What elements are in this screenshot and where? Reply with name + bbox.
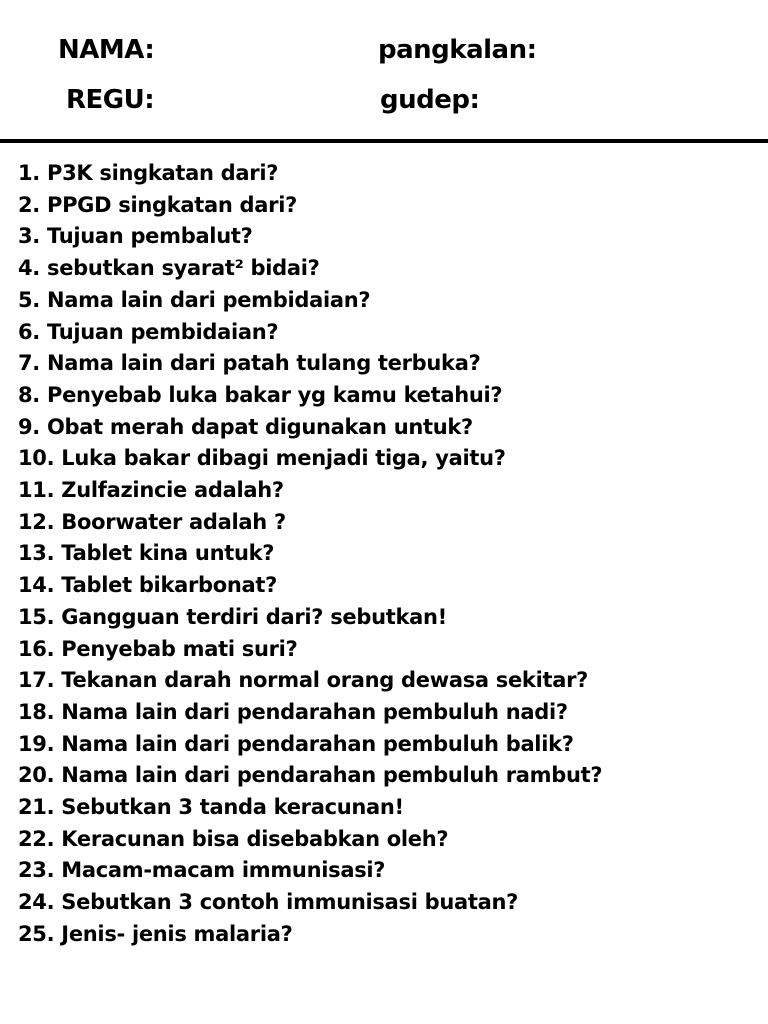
question-item: 14. Tablet bikarbonat? bbox=[18, 573, 278, 598]
question-item: 1. P3K singkatan dari? bbox=[18, 161, 279, 185]
question-item: 15. Gangguan terdiri dari? sebutkan! bbox=[18, 604, 447, 629]
question-item: 12. Boorwater adalah ? bbox=[18, 509, 286, 534]
question-item: 6. Tujuan pembidaian? bbox=[18, 319, 279, 344]
question-item: 21. Sebutkan 3 tanda keracunan! bbox=[18, 795, 404, 820]
question-item: 23. Macam-macam immunisasi? bbox=[18, 858, 386, 883]
header-divider bbox=[0, 139, 768, 143]
question-item: 4. sebutkan syarat² bidai? bbox=[18, 256, 320, 281]
question-item: 16. Penyebab mati suri? bbox=[18, 636, 298, 661]
question-item: 24. Sebutkan 3 contoh immunisasi buatan? bbox=[18, 890, 519, 915]
question-item: 5. Nama lain dari pembidaian? bbox=[18, 287, 371, 312]
question-item: 3. Tujuan pembalut? bbox=[18, 224, 253, 249]
question-item: 9. Obat merah dapat digunakan untuk? bbox=[18, 414, 473, 439]
question-item: 18. Nama lain dari pendarahan pembuluh nadi? bbox=[18, 699, 568, 724]
question-item: 13. Tablet kina untuk? bbox=[18, 541, 275, 566]
question-item: 17. Tekanan darah normal orang dewasa sekitar? bbox=[18, 668, 589, 693]
question-item: 8. Penyebab luka bakar yg kamu ketahui? bbox=[18, 382, 503, 407]
question-item: 2. PPGD singkatan dari? bbox=[18, 192, 297, 217]
gudep-field-label: gudep: bbox=[380, 85, 480, 115]
regu-field-label: REGU: bbox=[66, 85, 155, 115]
question-item: 10. Luka bakar dibagi menjadi tiga, yaitu? bbox=[18, 446, 506, 471]
question-item: 22. Keracunan bisa disebabkan oleh? bbox=[18, 826, 449, 851]
question-item: 19. Nama lain dari pendarahan pembuluh balik? bbox=[18, 731, 574, 756]
question-item: 7. Nama lain dari patah tulang terbuka? bbox=[18, 351, 481, 376]
question-item: 20. Nama lain dari pendarahan pembuluh rambut? bbox=[18, 763, 603, 788]
nama-field-label: NAMA: bbox=[58, 35, 155, 65]
question-item: 25. Jenis- jenis malaria? bbox=[18, 921, 293, 946]
question-list bbox=[18, 158, 758, 951]
pangkalan-field-label: pangkalan: bbox=[378, 35, 537, 65]
question-item: 11. Zulfazincie adalah? bbox=[18, 478, 284, 503]
